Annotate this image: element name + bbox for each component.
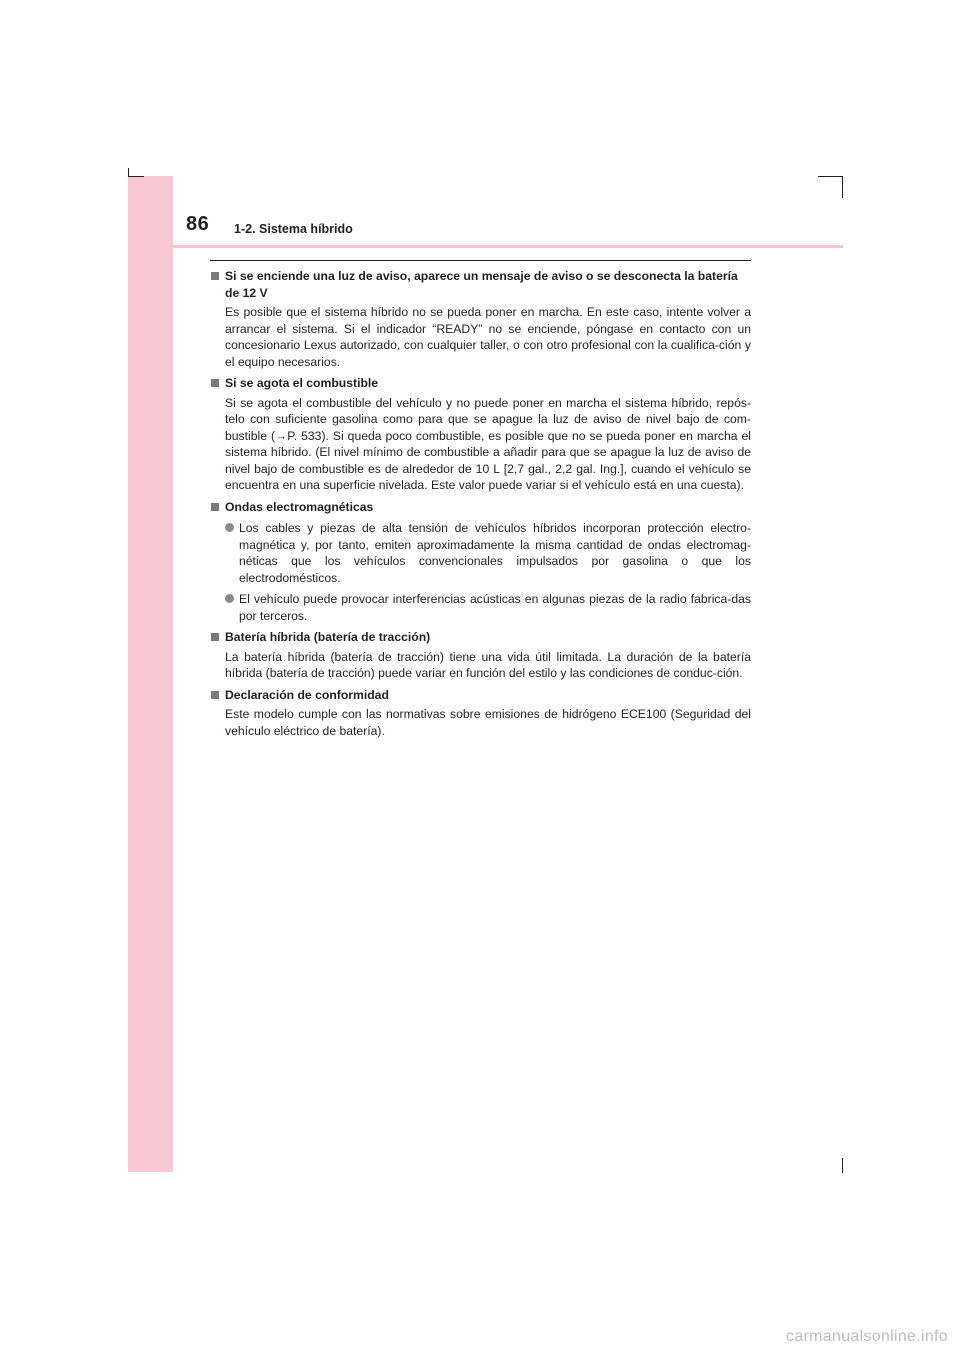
section-conformity bbox=[211, 687, 751, 740]
section-title: 1-2. Sistema híbrido bbox=[234, 222, 353, 236]
square-bullet-icon bbox=[211, 633, 219, 641]
section-paragraph: Es posible que el sistema híbrido no se pueda poner en marcha. En este caso, intente volver a arrancar el sistema. Si el indicador “READY” no se enciende, póngase en contacto con un concesionario Lexus autorizado, con cualquier taller, o con otro profesional con la cualifica-ción y el equipo necesarios. bbox=[225, 305, 751, 369]
crop-mark-top-right-h bbox=[818, 176, 843, 177]
square-bullet-icon bbox=[211, 691, 219, 699]
bullet-item: El vehículo puede provocar interferencias acústicas en algunas piezas de la radio fabrica-das por terceros. bbox=[211, 591, 751, 624]
crop-mark-top-left-v bbox=[128, 168, 129, 177]
square-bullet-icon bbox=[211, 272, 219, 280]
crop-mark-top-left-h bbox=[128, 176, 144, 177]
section-paragraph: La batería híbrida (batería de tracción) tiene una vida útil limitada. La duración de la batería híbrida (batería de tracción) puede variar en función del estilo y las condiciones de conduc-ción. bbox=[225, 649, 751, 680]
section-fuel bbox=[211, 375, 751, 494]
section-heading: Si se enciende una luz de aviso, aparece un mensaje de aviso o se desconecta la batería de 12 V bbox=[211, 268, 751, 301]
content-top-rule bbox=[210, 260, 751, 261]
bullet-item: Los cables y piezas de alta tensión de vehículos híbridos incorporan protección electro-magnética y, por tanto, emiten aproximadamente la misma cantidad de ondas electromag-néticas que los vehículos convencionales impulsados por gasolina o que los electrodomésticos. bbox=[211, 520, 751, 586]
side-tab-band bbox=[128, 176, 173, 1172]
content bbox=[211, 268, 751, 744]
square-bullet-icon bbox=[211, 503, 219, 511]
header-rule bbox=[173, 245, 843, 248]
crop-mark-top-right-v bbox=[842, 176, 843, 198]
round-bullet-icon bbox=[225, 523, 234, 532]
section-heading: Ondas electromagnéticas bbox=[211, 499, 751, 516]
section-paragraph: Este modelo cumple con las normativas sobre emisiones de hidrógeno ECE100 (Seguridad del vehículo eléctrico de batería). bbox=[225, 707, 751, 738]
crop-mark-bottom-right-v bbox=[842, 1158, 843, 1173]
section-hybrid-battery bbox=[211, 629, 751, 682]
section-paragraph: Si se agota el combustible del vehículo y no puede poner en marcha el sistema híbrido, repós-telo con suficiente gasolina como para que se apague la luz de aviso de nivel bajo de com-bustible (→P. 533). Si queda poco combustible, es posible que no se pueda poner en marcha el sistema híbrido. (El nivel mínimo de combustible a añadir para que se apague la luz de aviso de nivel bajo de combustible es de alrededor de 10 L [2,7 gal., 2,2 gal. Ing.], cuando el vehículo se encuentra en una superficie nivelada. Este valor puede variar si el vehículo está en una cuesta). bbox=[225, 395, 751, 492]
section-heading: Batería híbrida (batería de tracción) bbox=[211, 629, 751, 646]
section-heading: Si se agota el combustible bbox=[211, 375, 751, 392]
page-number: 86 bbox=[186, 213, 210, 235]
section-electromagnetic bbox=[211, 499, 751, 625]
square-bullet-icon bbox=[211, 379, 219, 387]
section-heading: Declaración de conformidad bbox=[211, 687, 751, 704]
round-bullet-icon bbox=[225, 594, 234, 603]
section-warning-light bbox=[211, 268, 751, 370]
watermark: carmanualsonline.info bbox=[786, 1328, 948, 1345]
